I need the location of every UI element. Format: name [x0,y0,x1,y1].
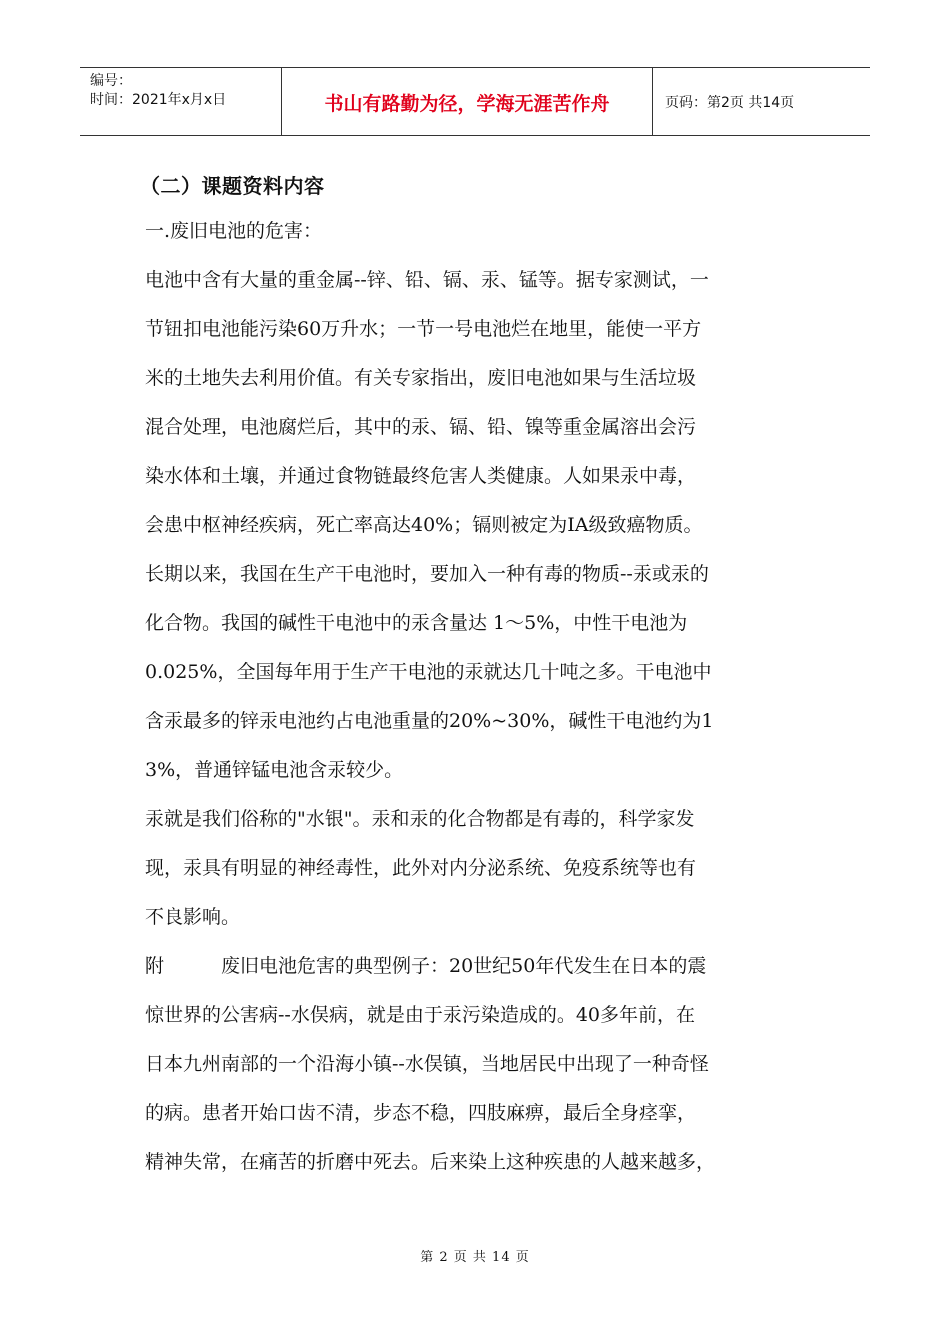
body-line: 米的土地失去利用价值。有关专家指出，废旧电池如果与生活垃圾 [145,367,697,389]
body-line: 现，汞具有明显的神经毒性，此外对内分泌系统、免疫系统等也有 [145,857,697,879]
body-line: 染水体和土壤，并通过食物链最终危害人类健康。人如果汞中毒， [145,465,697,487]
body-line: 混合处理，电池腐烂后，其中的汞、镉、铅、镍等重金属溶出会污 [145,416,697,438]
body-line: 惊世界的公害病--水俣病，就是由于汞污染造成的。40多年前，在 [145,1004,696,1026]
body-line: 不良影响。 [145,906,241,928]
body-line: 日本九州南部的一个沿海小镇--水俣镇，当地居民中出现了一种奇怪 [145,1053,709,1075]
page-header [80,67,870,136]
body-line: 3%，普通锌锰电池含汞较少。 [145,759,404,781]
body-line: 精神失常，在痛苦的折磨中死去。后来染上这种疾患的人越来越多， [145,1151,716,1173]
body-line: 含汞最多的锌汞电池约占电池重量的20%~30%，碱性干电池约为1 [145,710,714,732]
header-page-info: 页码：第2页 共14页 [665,94,795,111]
body-line: 汞就是我们俗称的"水银"。汞和汞的化合物都是有毒的，科学家发 [145,808,695,830]
header-time: 时间：2021年x月x日 [90,92,227,108]
document-body [145,207,810,1187]
body-line: 节钮扣电池能污染60万升水；一节一号电池烂在地里，能使一平方 [145,318,702,340]
header-motto: 书山有路勤为径，学海无涯苦作舟 [282,68,653,135]
body-line: 一.废旧电池的危害： [145,220,323,242]
body-line: 长期以来，我国在生产干电池时，要加入一种有毒的物质--汞或汞的 [145,563,709,585]
header-number: 编号： [90,73,132,89]
header-meta [80,68,282,135]
body-line: 化合物。我国的碱性干电池中的汞含量达 1～5%，中性干电池为 [145,612,688,634]
body-line: 的病。患者开始口齿不清，步态不稳，四肢麻痹，最后全身痉挛， [145,1102,697,1124]
page-footer: 第 2 页 共 14 页 [420,1250,530,1265]
body-line: 0.025%，全国每年用于生产干电池的汞就达几十吨之多。干电池中 [145,661,712,683]
body-line: 电池中含有大量的重金属--锌、铅、镉、汞、锰等。据专家测试，一 [145,269,709,291]
body-line: 附 废旧电池危害的典型例子：20世纪50年代发生在日本的震 [145,955,707,977]
body-line: 会患中枢神经疾病，死亡率高达40%；镉则被定为IA级致癌物质。 [145,514,703,536]
section-title: （二）课题资料内容 [140,174,325,198]
